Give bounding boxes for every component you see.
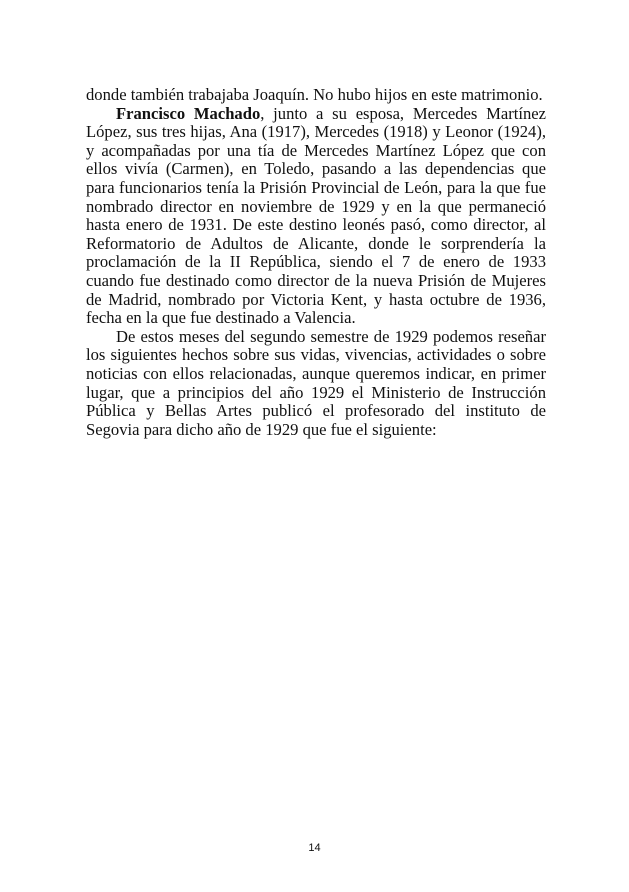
page-number: 14: [308, 842, 321, 854]
paragraph-continuation: donde también trabajaba Joaquín. No hubo hijos en este matrimonio.: [86, 85, 543, 104]
paragraph-francisco-machado-text: , junto a su esposa, Mercedes Martínez López, sus tres hijas, Ana (1917), Mercedes (1918) y Leonor (1924), y acompañadas por una tía de Mercedes Martínez López que con ellos vivía (Carmen), en Toledo, pasando a las dependencias que para funcionarios tenía la Prisión Provincial de León, para la que fue nombrado director en noviembre de 1929 y en la que permaneció hasta enero de 1931. De este destino leonés pasó, como director, al Reformatorio de Adultos de Alicante, donde le sorprendería la proclamación de la II República, siendo el 7 de enero de 1933 cuando fue destinado como director de la nueva Prisión de Mujeres de Madrid, nombrado por Victoria Kent, y hasta octubre de 1936, fecha en la que fue destinado a Valencia.: [86, 103, 546, 328]
paragraph-francisco-machado: [86, 105, 546, 328]
paragraph-segundo-semestre: De estos meses del segundo semestre de 1929 podemos reseñar los siguientes hechos sobre sus vidas, vivencias, actividades o sobre noticias con ellos relacionadas, aunque queremos indicar, en primer lugar, que a principios del año 1929 el Ministerio de Instrucción Pública y Bellas Artes publicó el profesorado del instituto de Segovia para dicho año de 1929 que fue el siguiente:: [86, 326, 546, 439]
bold-name-francisco-machado: Francisco Machado: [116, 103, 261, 123]
page-body: [86, 86, 546, 439]
